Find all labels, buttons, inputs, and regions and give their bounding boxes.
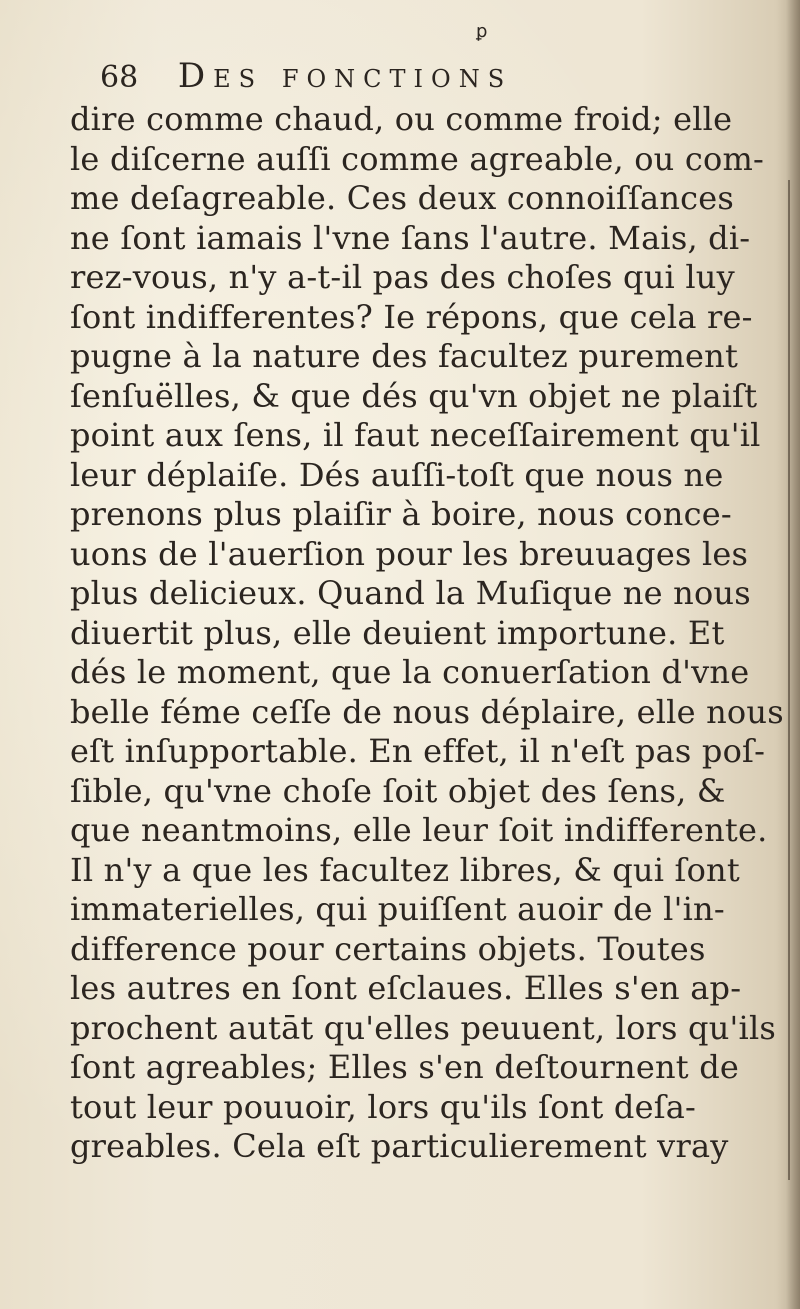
text-line: ſenſuëlles, & que dés qu'vn objet ne plaiſt bbox=[70, 376, 758, 415]
text-line: eſt inſupportable. En effet, il n'eſt pas poſ- bbox=[70, 732, 766, 770]
text-line: diuertit plus, elle deuient importune. Et bbox=[70, 613, 725, 652]
text-line: difference pour certains objets. Toutes bbox=[70, 929, 706, 968]
page-number: 68 bbox=[100, 60, 139, 95]
text-line: que neantmoins, elle leur ſoit indifferente. bbox=[70, 811, 768, 849]
header-title: Des fonctions bbox=[177, 56, 513, 96]
body-text bbox=[70, 100, 784, 1167]
text-line: ne ſont iamais l'vne ſans l'autre. Mais, di- bbox=[70, 218, 751, 257]
text-line: immaterielles, qui puiſſent auoir de l'in- bbox=[70, 890, 725, 928]
text-line: ſont indifferentes? Ie répons, que cela re- bbox=[70, 297, 753, 336]
text-line: ſible, qu'vne choſe ſoit objet des ſens, & bbox=[70, 771, 726, 810]
text-line: greables. Cela eſt particulierement vray bbox=[70, 1127, 729, 1165]
text-line: ſont agreables; Elles s'en deſtournent de bbox=[70, 1048, 740, 1086]
page-edge-line bbox=[788, 180, 790, 1180]
running-header bbox=[100, 52, 660, 100]
text-line: dés le moment, que la conuerſation d'vne bbox=[70, 653, 750, 691]
top-mark: ꝑ bbox=[476, 21, 488, 42]
text-line: pugne à la nature des facultez purement bbox=[70, 337, 739, 375]
text-line: uons de l'auerſion pour les breuuages les bbox=[70, 534, 749, 573]
text-line: plus delicieux. Quand la Muſique ne nous bbox=[70, 574, 751, 612]
text-line: Il n'y a que les facultez libres, & qui ſont bbox=[70, 850, 740, 889]
text-line: belle féme ceſſe de nous déplaire, elle nous bbox=[70, 692, 784, 731]
text-line: le diſcerne auſſi comme agreable, ou com- bbox=[70, 139, 765, 178]
text-line: tout leur pouuoir, lors qu'ils ſont deſa- bbox=[70, 1087, 697, 1126]
text-line: les autres en ſont eſclaues. Elles s'en ap- bbox=[70, 969, 742, 1007]
text-line: prenons plus plaiſir à boire, nous conce- bbox=[70, 495, 732, 533]
text-line: point aux ſens, il faut neceſſairement qu'il bbox=[70, 416, 761, 454]
text-line: dire comme chaud, ou comme froid; elle bbox=[70, 100, 733, 138]
text-line: prochent autāt qu'elles peuuent, lors qu'ils bbox=[70, 1008, 777, 1047]
text-line: leur déplaiſe. Dés auſſi-toſt que nous ne bbox=[70, 455, 724, 494]
text-line: rez-vous, n'y a-t-il pas des choſes qui luy bbox=[70, 258, 735, 296]
text-line: me deſagreable. Ces deux connoiſſances bbox=[70, 179, 735, 217]
